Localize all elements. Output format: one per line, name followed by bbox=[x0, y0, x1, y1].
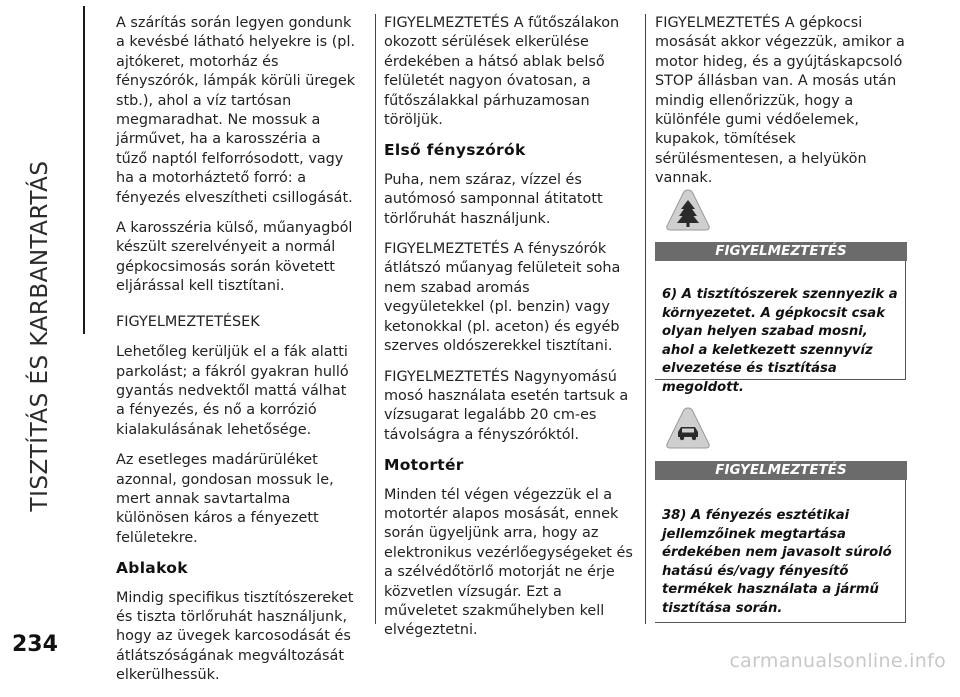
paragraph: FIGYELMEZTETÉS A fényszórók átlátszó műanyag felületeit soha nem szabad aromás vegyületekkel (pl. benzin) vagy ketonokkal (pl. aceton) és egyéb szerves oldószerekkel tisztítani. bbox=[384, 241, 621, 355]
warning-body: A tisztítószerek szennyezik a környezetet. A gépkocsit csak olyan helyen szabad mosni, ahol a keletkezett szennyvíz elvezetése és tisztítása megoldott. bbox=[662, 287, 898, 395]
section-divider-vertical bbox=[83, 6, 85, 334]
paragraph: A szárítás során legyen gondunk a kevésbé látható helyekre is (pl. ajtókeret, motorház és fényszórók, lámpák körüli üregek stb.), ahol a víz tartósan megmaradhat. Ne mossuk a járművet, ha a karosszéria a tűző naptól felforrósodott, vagy ha a motorháztető forró: a fényezés elveszítheti csillogását. bbox=[116, 15, 356, 206]
paragraph: Az esetleges madárürüléket azonnal, gondosan mossuk le, mert annak savtartalma különösen káros a fényezett felületekre. bbox=[116, 452, 334, 546]
warning-heading: FIGYELMEZTETÉSEK bbox=[116, 313, 260, 330]
warning-text bbox=[662, 507, 904, 619]
paragraph: FIGYELMEZTETÉS A fűtőszálakon okozott sérülések elkerülése érdekében a hátsó ablak belső felületét nagyon óvatosan, a fűtőszálakkal párhuzamosan töröljük. bbox=[384, 15, 620, 129]
warning-text bbox=[662, 286, 904, 398]
column-middle bbox=[384, 14, 634, 652]
page-number: 234 bbox=[12, 632, 58, 657]
section-heading-windows: Ablakok bbox=[116, 559, 188, 578]
environment-warning-icon bbox=[665, 188, 711, 232]
paragraph: A karosszéria külső, műanyagból készült szerelvényeit a normál gépkocsimosás során követett eljárással kell tisztítani. bbox=[116, 220, 353, 295]
paragraph: Mindig specifikus tisztítószereket és tiszta törlőruhát használjunk, hogy az üvegek karcosodását és átlátszóságának megváltozását elkerülhessük. bbox=[116, 589, 354, 684]
paragraph: FIGYELMEZTETÉS Nagynyomású mosó használata esetén tartsuk a vízsugarat legalább 20 cm-es távolságra a fényszóróktól. bbox=[384, 368, 629, 443]
car-warning-icon bbox=[665, 406, 711, 450]
section-title-vertical: TISZTÍTÁS ÉS KARBANTARTÁS bbox=[27, 160, 53, 512]
warning-body: A fényezés esztétikai jellemzőinek megtartása érdekében nem javasolt súroló hatású és/vagy fényesítő termékek használata a jármű tisztítása során. bbox=[662, 508, 892, 616]
column-divider bbox=[375, 14, 376, 624]
warning-number: 6) bbox=[662, 287, 678, 302]
paragraph: FIGYELMEZTETÉS A gépkocsi mosását akkor végezzük, amikor a motor hideg, és a gyújtáskapcsoló STOP állásban van. A mosás után mindig ellenőrizzük, hogy a különféle gumi védőelemek, kupakok, tömítések sérülésmentesen, a helyükön vannak. bbox=[655, 15, 905, 187]
column-divider bbox=[645, 14, 646, 624]
watermark: carmanualsonline.info bbox=[729, 650, 946, 672]
paragraph: Puha, nem száraz, vízzel és autómosó samponnal átitatott törlőruhát használjunk. bbox=[384, 171, 603, 227]
section-heading-engine-bay: Motortér bbox=[384, 456, 464, 475]
column-right bbox=[655, 14, 910, 200]
warning-number: 38) bbox=[662, 508, 687, 523]
paragraph: Lehetőleg kerüljük el a fák alatti parkolást; a fákról gyakran hulló gyantás nedvektől mattá válhat a fényezés, és nő a korrózió kialakulásának lehetősége. bbox=[116, 344, 349, 438]
paragraph: Minden tél végen végezzük el a motortér alapos mosását, ennek során ügyeljünk arra, hogy az elektronikus vezérlőegységeket és a szélvédőtörlő motorját ne érje közvetlen vízsugár. Ezt a műveletet szakműhelyben kell elvégeztetni. bbox=[384, 486, 633, 639]
column-left bbox=[116, 14, 356, 697]
warning-label-bar: FIGYELMEZTETÉS bbox=[655, 242, 907, 261]
warning-label-bar: FIGYELMEZTETÉS bbox=[655, 461, 907, 480]
section-heading-headlights: Első fényszórók bbox=[384, 141, 526, 160]
